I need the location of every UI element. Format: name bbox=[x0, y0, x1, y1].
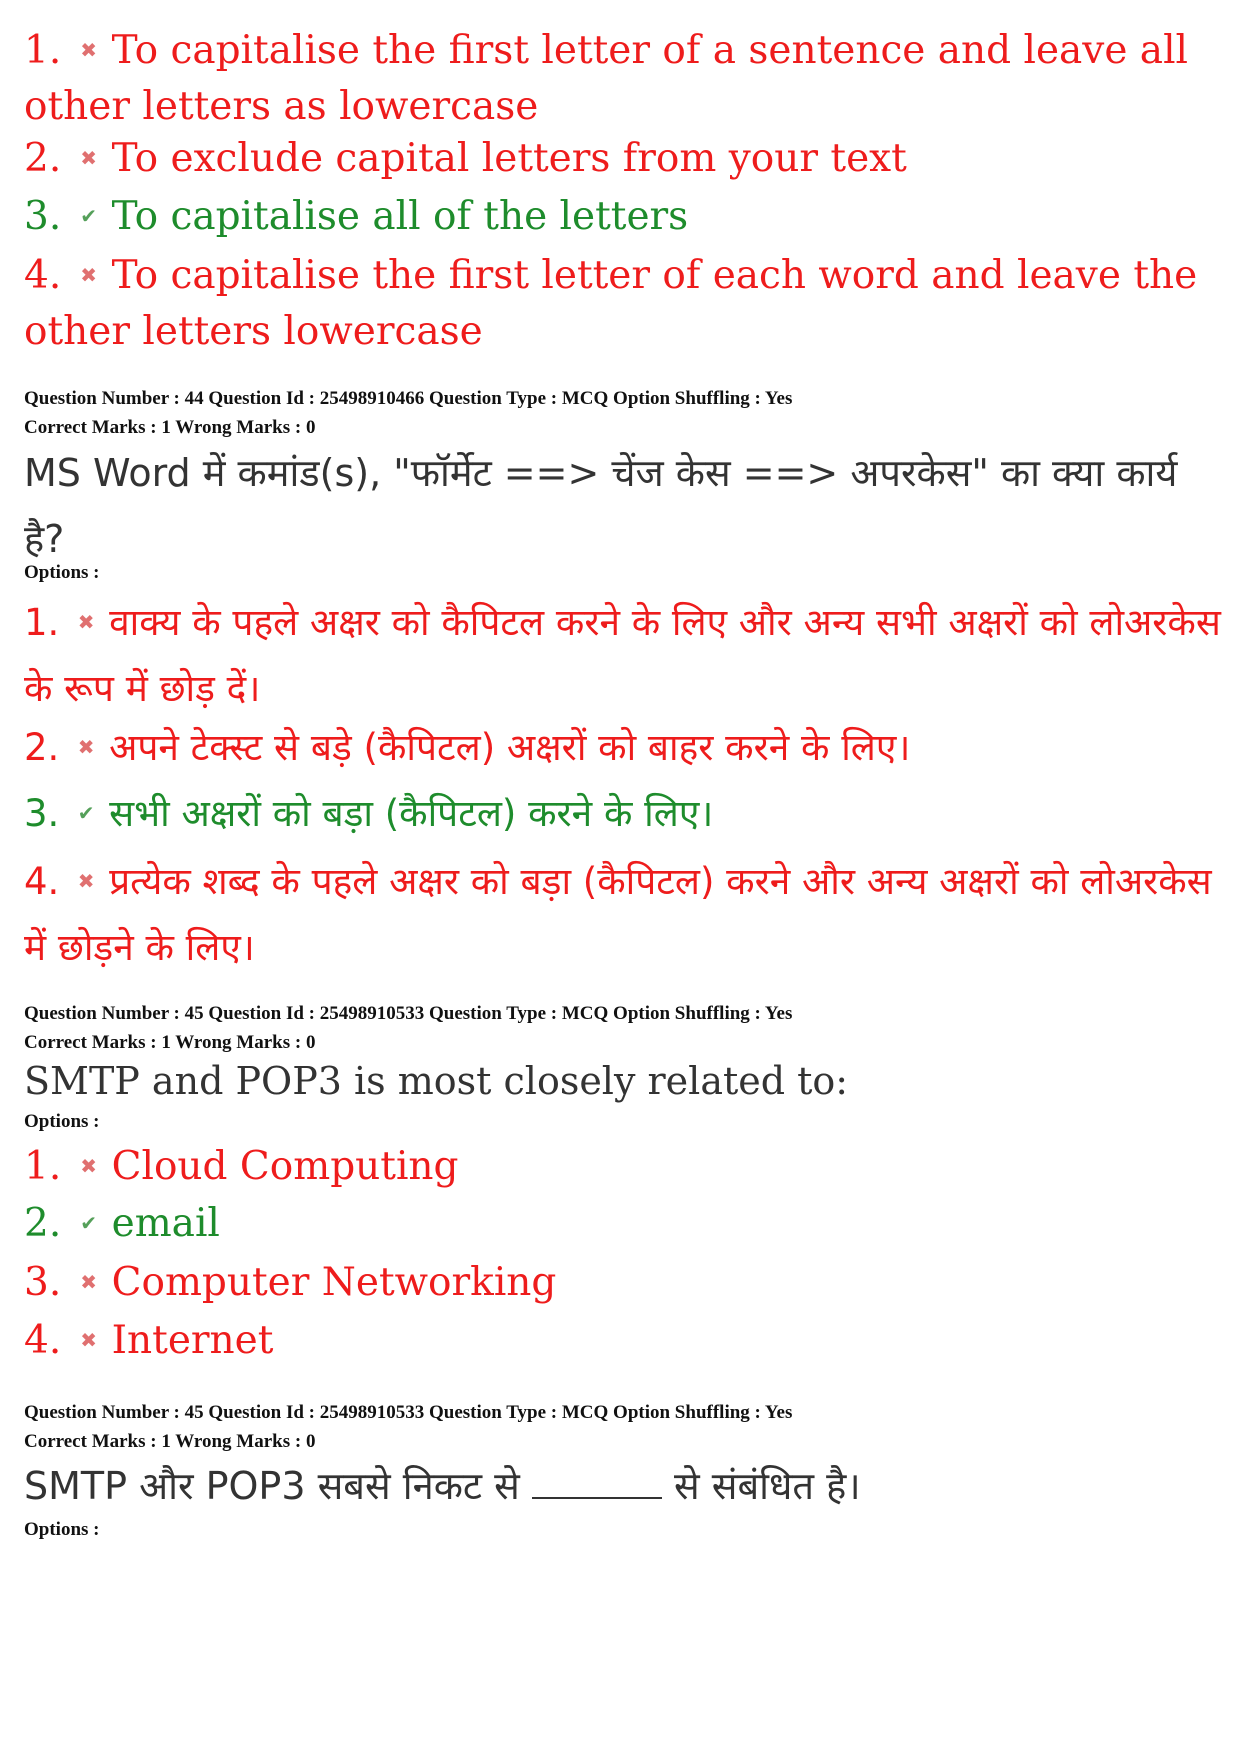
option-4 bbox=[24, 1312, 1224, 1369]
cross-icon: ✖ bbox=[77, 735, 95, 759]
cross-icon: ✖ bbox=[80, 38, 97, 62]
question-meta-line1: Question Number : 45 Question Id : 25498910533 Question Type : MCQ Option Shuffling : Yes bbox=[24, 1402, 793, 1423]
option-text: वाक्य के पहले अक्षर को कैपिटल करने के लिए और अन्य सभी अक्षरों को लोअरकेस के रूप में छोड़ दें। bbox=[24, 601, 1221, 710]
question-meta-line2: Correct Marks : 1 Wrong Marks : 0 bbox=[24, 1032, 316, 1053]
option-number: 1. bbox=[24, 601, 60, 644]
option-2 bbox=[24, 1195, 1224, 1252]
cross-icon: ✖ bbox=[77, 869, 95, 893]
option-number: 2. bbox=[24, 136, 62, 181]
option-text: अपने टेक्स्ट से बड़े (कैपिटल) अक्षरों को बाहर करने के लिए। bbox=[109, 726, 911, 769]
option-text: To capitalise the first letter of a sentence and leave all other letters as lowercase bbox=[24, 28, 1189, 129]
options-label: Options : bbox=[24, 562, 100, 583]
option-number: 3. bbox=[24, 792, 60, 835]
question-meta bbox=[24, 1398, 792, 1456]
question-text-part1: SMTP और POP3 सबसे निकट से bbox=[24, 1464, 520, 1508]
option-3 bbox=[24, 1254, 1224, 1311]
cross-icon: ✖ bbox=[80, 263, 97, 287]
option-1 bbox=[24, 22, 1224, 135]
option-number: 1. bbox=[24, 1144, 62, 1189]
question-meta-line1: Question Number : 44 Question Id : 25498910466 Question Type : MCQ Option Shuffling : Yes bbox=[24, 388, 793, 409]
check-icon: ✔ bbox=[80, 1211, 97, 1235]
question-meta bbox=[24, 999, 792, 1057]
option-text: Internet bbox=[111, 1318, 274, 1363]
option-text: Cloud Computing bbox=[111, 1144, 459, 1189]
option-text: To capitalise all of the letters bbox=[111, 194, 689, 239]
check-icon: ✔ bbox=[77, 801, 95, 825]
cross-icon: ✖ bbox=[80, 1328, 97, 1352]
option-number: 4. bbox=[24, 1318, 62, 1363]
cross-icon: ✖ bbox=[80, 1154, 97, 1178]
option-3 bbox=[24, 780, 1224, 847]
option-2 bbox=[24, 130, 1224, 187]
option-text: प्रत्येक शब्द के पहले अक्षर को बड़ा (कैपिटल) करने और अन्य अक्षरों को लोअरकेस में छोड़ने के लिए। bbox=[24, 860, 1212, 969]
fill-in-blank bbox=[532, 1469, 662, 1499]
check-icon: ✔ bbox=[80, 204, 97, 228]
cross-icon: ✖ bbox=[80, 146, 97, 170]
option-number: 2. bbox=[24, 1201, 62, 1246]
option-4 bbox=[24, 247, 1224, 360]
option-number: 3. bbox=[24, 194, 62, 239]
option-number: 2. bbox=[24, 726, 60, 769]
question-text: MS Word में कमांड(s), "फॉर्मेट ==> चेंज केस ==> अपरकेस" का क्या कार्य है? bbox=[24, 451, 1178, 561]
option-1 bbox=[24, 589, 1224, 722]
option-text: Computer Networking bbox=[111, 1260, 557, 1305]
options-label: Options : bbox=[24, 1111, 100, 1132]
option-number: 3. bbox=[24, 1260, 62, 1305]
cross-icon: ✖ bbox=[77, 610, 95, 634]
question-text-part2: से संबंधित है। bbox=[673, 1464, 861, 1508]
option-4 bbox=[24, 848, 1224, 981]
option-text: To capitalise the first letter of each word and leave the other letters lowercase bbox=[24, 253, 1198, 354]
question-meta-line2: Correct Marks : 1 Wrong Marks : 0 bbox=[24, 1431, 316, 1452]
options-label: Options : bbox=[24, 1519, 100, 1540]
option-2 bbox=[24, 714, 1224, 781]
option-number: 1. bbox=[24, 28, 62, 73]
option-1 bbox=[24, 1138, 1224, 1195]
option-text: email bbox=[111, 1201, 220, 1246]
option-number: 4. bbox=[24, 860, 60, 903]
question-meta bbox=[24, 384, 792, 442]
option-number: 4. bbox=[24, 253, 62, 298]
question-text bbox=[24, 1453, 1224, 1519]
cross-icon: ✖ bbox=[80, 1270, 97, 1294]
question-meta-line1: Question Number : 45 Question Id : 25498910533 Question Type : MCQ Option Shuffling : Yes bbox=[24, 1003, 793, 1024]
question-text: SMTP and POP3 is most closely related to: bbox=[24, 1059, 849, 1103]
question-meta-line2: Correct Marks : 1 Wrong Marks : 0 bbox=[24, 417, 316, 438]
option-text: To exclude capital letters from your text bbox=[111, 136, 907, 181]
option-text: सभी अक्षरों को बड़ा (कैपिटल) करने के लिए। bbox=[109, 792, 714, 835]
option-3 bbox=[24, 188, 1224, 245]
